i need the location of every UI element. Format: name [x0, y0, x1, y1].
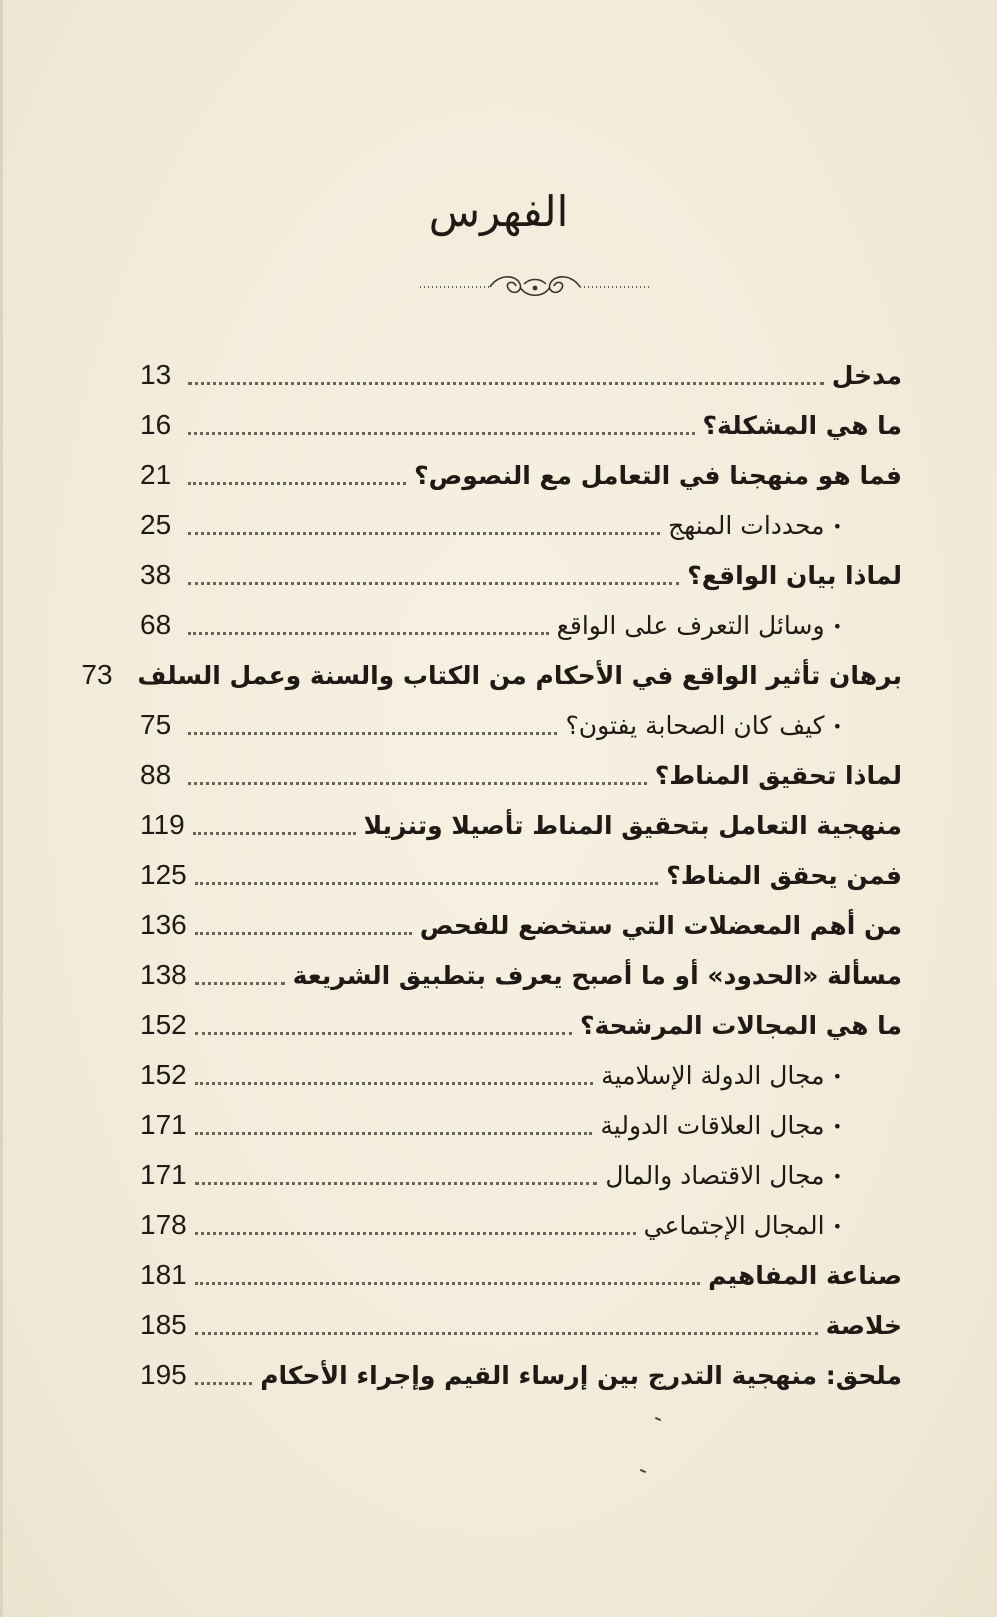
- toc-entry[interactable]: [140, 950, 902, 1000]
- toc-entry-title: لماذا تحقيق المناط؟: [654, 760, 902, 790]
- toc-entry-page: 171: [140, 1109, 187, 1140]
- toc-entry-page: 68: [140, 609, 172, 640]
- paper-speck: [655, 1417, 661, 1421]
- leader-dots: [193, 832, 356, 835]
- toc-entry[interactable]: [140, 850, 902, 900]
- leader-dots: [195, 1332, 818, 1335]
- leader-dots: [195, 932, 412, 935]
- toc-entry-title: • مجال الاقتصاد والمال: [605, 1161, 902, 1190]
- toc-entry-page: 119: [140, 809, 185, 840]
- leader-dots: [188, 482, 406, 485]
- leader-dots: [188, 382, 824, 385]
- toc-entry-title: فما هو منهجنا في التعامل مع النصوص؟: [414, 460, 902, 490]
- toc-entry-page: 38: [140, 559, 172, 590]
- toc-entry-title: مسألة «الحدود» أو ما أصبح يعرف بتطبيق الشريعة: [292, 960, 902, 990]
- toc-entry-page: 185: [140, 1309, 187, 1340]
- leader-dots: [195, 1082, 593, 1085]
- toc-entry-title: • مجال الدولة الإسلامية: [601, 1061, 902, 1090]
- toc-entry[interactable]: [140, 800, 902, 850]
- toc-entry-title: • وسائل التعرف على الواقع: [557, 611, 902, 640]
- leader-dots: [195, 1182, 598, 1185]
- scroll-flourish-icon: [420, 268, 650, 306]
- paper-speck: [640, 1469, 646, 1473]
- toc-subentry[interactable]: [140, 1200, 902, 1250]
- toc-entry-title: ما هي المجالات المرشحة؟: [580, 1010, 902, 1040]
- toc-entry-title: منهجية التعامل بتحقيق المناط تأصيلا وتنزيلا: [363, 810, 902, 840]
- toc-subentry[interactable]: [140, 1150, 902, 1200]
- leader-dots: [188, 782, 647, 785]
- toc-entry-title: • مجال العلاقات الدولية: [600, 1111, 902, 1140]
- toc-entry-page: 16: [140, 409, 172, 440]
- toc-entry-page: 152: [140, 1059, 187, 1090]
- toc-entry-page: 21: [140, 459, 172, 490]
- toc-entry-page: 25: [140, 509, 172, 540]
- toc-subentry[interactable]: [140, 1050, 902, 1100]
- toc-subentry[interactable]: [140, 1100, 902, 1150]
- leader-dots: [188, 632, 549, 635]
- toc-entry[interactable]: [140, 900, 902, 950]
- toc-entry-title: لماذا بيان الواقع؟: [687, 560, 902, 590]
- toc-entry[interactable]: [140, 1250, 902, 1300]
- toc-entry-title: • المجال الإجتماعي: [644, 1211, 902, 1240]
- leader-dots: [195, 1032, 572, 1035]
- leader-dots: [195, 882, 659, 885]
- toc-entry[interactable]: [140, 1000, 902, 1050]
- table-of-contents: [81, 350, 902, 1400]
- toc-entry-title: ما هي المشكلة؟: [702, 410, 902, 440]
- toc-entry-title: برهان تأثير الواقع في الأحكام من الكتاب والسنة وعمل السلف: [137, 660, 902, 690]
- leader-dots: [188, 432, 695, 435]
- toc-entry[interactable]: [81, 650, 902, 700]
- toc-subentry[interactable]: [140, 600, 902, 650]
- toc-entry-page: 195: [140, 1359, 187, 1390]
- toc-entry-page: 178: [140, 1209, 187, 1240]
- toc-entry-page: 73: [81, 659, 113, 690]
- toc-entry-page: 181: [140, 1259, 187, 1290]
- toc-entry-page: 88: [140, 759, 172, 790]
- toc-entry-page: 75: [140, 709, 172, 740]
- toc-entry-title: فمن يحقق المناط؟: [666, 860, 902, 890]
- toc-entry-page: 13: [140, 359, 172, 390]
- toc-subentry[interactable]: [140, 700, 902, 750]
- toc-entry-page: 138: [140, 959, 187, 990]
- toc-entry[interactable]: [140, 350, 902, 400]
- toc-entry[interactable]: [140, 1350, 902, 1400]
- toc-entry-title: من أهم المعضلات التي ستخضع للفحص: [419, 910, 902, 940]
- page-title: الفهرس: [428, 187, 569, 236]
- toc-entry[interactable]: [140, 450, 902, 500]
- leader-dots: [195, 982, 285, 985]
- toc-entry[interactable]: [140, 400, 902, 450]
- toc-entry-title: • كيف كان الصحابة يفتون؟: [565, 711, 902, 740]
- toc-entry-title: • محددات المنهج: [668, 511, 902, 540]
- toc-entry-title: صناعة المفاهيم: [708, 1260, 902, 1290]
- leader-dots: [195, 1382, 252, 1385]
- toc-entry[interactable]: [140, 550, 902, 600]
- leader-dots: [188, 582, 679, 585]
- leader-dots: [195, 1232, 636, 1235]
- toc-entry-title: خلاصة: [825, 1310, 902, 1340]
- toc-entry[interactable]: [140, 750, 902, 800]
- toc-entry-title: مدخل: [831, 360, 902, 390]
- toc-entry-page: 125: [140, 859, 187, 890]
- toc-entry-page: 171: [140, 1159, 187, 1190]
- toc-entry-title: ملحق: منهجية التدرج بين إرساء القيم وإجراء الأحكام: [260, 1360, 902, 1390]
- leader-dots: [188, 732, 557, 735]
- toc-entry[interactable]: [140, 1300, 902, 1350]
- leader-dots: [195, 1282, 700, 1285]
- leader-dots: [188, 532, 660, 535]
- toc-entry-page: 152: [140, 1009, 187, 1040]
- page-edge: [0, 0, 3, 1617]
- toc-entry-page: 136: [140, 909, 187, 940]
- toc-subentry[interactable]: [140, 500, 902, 550]
- leader-dots: [195, 1132, 593, 1135]
